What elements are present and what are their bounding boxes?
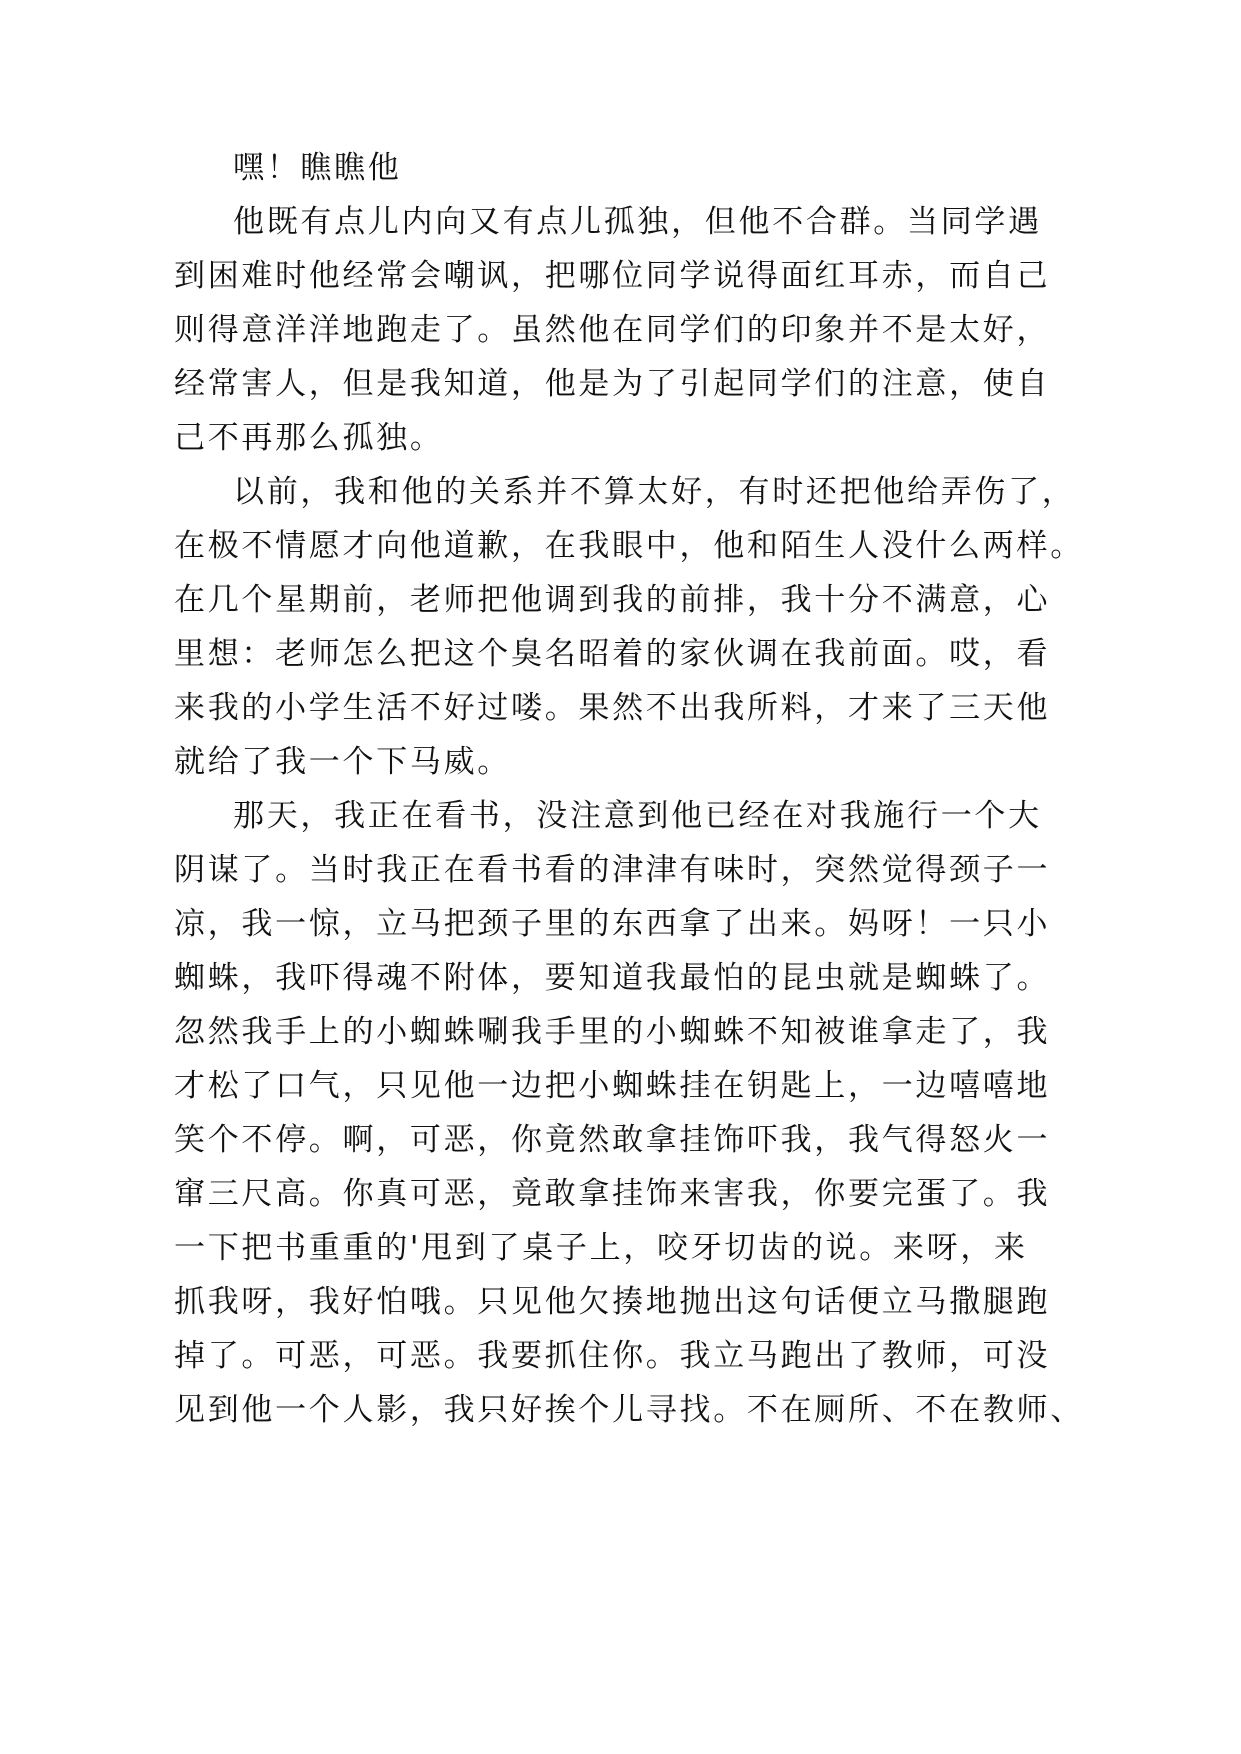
text-line: 里想：老师怎么把这个臭名昭着的家伙调在我前面。哎，看 <box>174 636 1051 672</box>
text-line: 来我的小学生活不好过喽。果然不出我所料，才来了三天他 <box>174 690 1051 726</box>
document-title: 嘿！瞧瞧他 <box>233 150 402 186</box>
text-line: 他既有点儿内向又有点儿孤独，但他不合群。当同学遇 <box>233 204 1042 240</box>
text-line: 在几个星期前，老师把他调到我的前排，我十分不满意，心 <box>174 582 1051 618</box>
text-line: 蜘蛛，我吓得魂不附体，要知道我最怕的昆虫就是蜘蛛了。 <box>174 960 1051 996</box>
text-line: 掉了。可恶，可恶。我要抓住你。我立马跑出了教师，可没 <box>174 1338 1051 1374</box>
text-line: 以前，我和他的关系并不算太好，有时还把他给弄伤了， <box>233 474 1076 510</box>
text-line: 凉，我一惊，立马把颈子里的东西拿了出来。妈呀！一只小 <box>174 906 1051 942</box>
text-line: 见到他一个人影，我只好挨个儿寻找。不在厕所、不在教师、 <box>174 1392 1084 1428</box>
text-line: 则得意洋洋地跑走了。虽然他在同学们的印象并不是太好， <box>174 312 1051 348</box>
text-line: 己不再那么孤独。 <box>174 420 444 456</box>
text-line: 笑个不停。啊，可恶，你竟然敢拿挂饰吓我，我气得怒火一 <box>174 1122 1051 1158</box>
text-line: 经常害人，但是我知道，他是为了引起同学们的注意，使自 <box>174 366 1051 402</box>
text-line: 才松了口气，只见他一边把小蜘蛛挂在钥匙上，一边嘻嘻地 <box>174 1068 1051 1104</box>
text-line: 窜三尺高。你真可恶，竟敢拿挂饰来害我，你要完蛋了。我 <box>174 1176 1051 1212</box>
text-line: 在极不情愿才向他道歉，在我眼中，他和陌生人没什么两样。 <box>174 528 1084 564</box>
text-line: 那天，我正在看书，没注意到他已经在对我施行一个大 <box>233 798 1042 834</box>
text-line: 到困难时他经常会嘲讽，把哪位同学说得面红耳赤，而自己 <box>174 258 1051 294</box>
text-line: 就给了我一个下马威。 <box>174 744 511 780</box>
text-line: 抓我呀，我好怕哦。只见他欠揍地抛出这句话便立马撒腿跑 <box>174 1284 1051 1320</box>
text-line: 阴谋了。当时我正在看书看的津津有味时，突然觉得颈子一 <box>174 852 1051 888</box>
text-line: 一下把书重重的'甩到了桌子上，咬牙切齿的说。来呀，来 <box>174 1230 1028 1266</box>
text-line: 忽然我手上的小蜘蛛唰我手里的小蜘蛛不知被谁拿走了，我 <box>174 1014 1051 1050</box>
